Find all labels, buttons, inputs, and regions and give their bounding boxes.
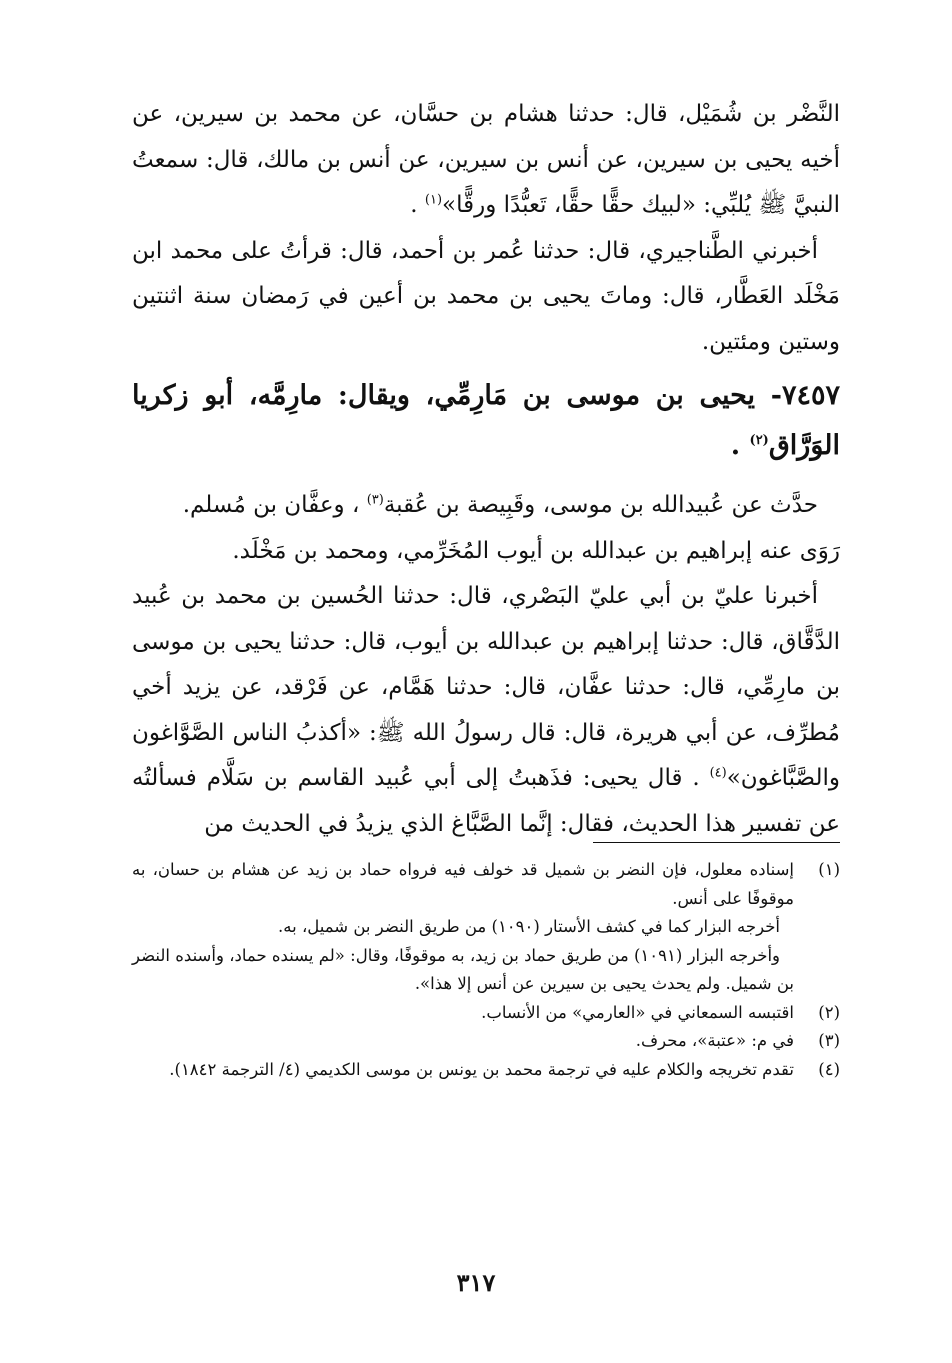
para3-before: حدَّث عن عُبيدالله بن موسى، وقَبِيصة بن عُقبة: [383, 492, 818, 518]
para4-text: رَوَى عنه إبراهيم بن عبدالله بن أيوب المُخَرِّمي، ومحمد بن مَخْلَد.: [232, 537, 840, 564]
footnote-body: [132, 999, 794, 1028]
entry-title: يحيى بن موسى بن مَارِمِّي، ويقال: مارِمَّه، أبو زكريا الوَرَّاق: [132, 380, 840, 461]
footnote-2: [132, 999, 840, 1028]
para1-line-1: النَّضْر بن شُمَيْل، قال: حدثنا هشام بن حسَّان، عن محمد بن سيرين، عن: [132, 101, 840, 127]
footnote-line: في م: «عتبة»، محرف.: [635, 1031, 794, 1050]
para3-after: ، وعفَّان بن مُسلم.: [182, 492, 367, 518]
footnote-4: [132, 1056, 840, 1085]
para5-before: أخبرنا عليّ بن أبي عليّ البَصْري، قال: حدثنا الحُسين بن محمد بن عُبيد الدَّقَّاق، قال: حدثنا إبراهيم بن عبدالله بن أيوب، قال: حدثنا يحيى بن موسى بن مارِمِّي، قال: حدثنا عفَّان، قال: حدثنا هَمَّام، عن فَرْقد، عن يزيد أخي مُطرِّف، عن أبي هريرة، قال: قال رسولُ الله ﷺ: «أكذبُ الناس الصَّوَّاغون والصَّبَّاغون»: [132, 583, 840, 791]
footnote-line: إسناده معلول، فإن النضر بن شميل قد خولف فيه فرواه حماد بن زيد عن هشام بن حسان، به موقوفًا على أنس.: [132, 860, 794, 908]
paragraph-akhbarana: [132, 574, 840, 847]
footnote-number: (٤): [818, 1059, 840, 1079]
footnotes: [132, 856, 840, 1084]
footnote-line: اقتبسه السمعاني في «العارمي» من الأنساب.: [481, 1002, 794, 1022]
footnote-3: [132, 1027, 840, 1056]
para1-line-3: النبيَّ ﷺ يُلبِّي: «لبيك حقًّا حقًّا، تَعبُّدًا ورقًّا»: [442, 192, 840, 218]
footnote-body: [132, 1056, 794, 1085]
paragraph-rawa: [132, 529, 840, 575]
footnote-body: [132, 1027, 794, 1056]
footnote-body: [132, 856, 794, 999]
footnote-number: (٣): [818, 1031, 840, 1050]
footnote-ref-2: (٢): [749, 433, 769, 448]
footnote-line: وأخرجه البزار (١٠٩١) من طريق حماد بن زيد، به موقوفًا، وقال: «لم يسنده حماد، وأسنده النضر بن شميل. ولم يحدث يحيى بن سيرين عن أنس إلا هذا».: [132, 945, 794, 993]
entry-tail: .: [730, 430, 750, 461]
paragraph-tanajiri: [132, 229, 840, 366]
main-text: [132, 92, 840, 847]
footnote-ref-4: (٤): [709, 765, 727, 781]
footnote-divider: [593, 842, 840, 843]
footnote-line: أخرجه البزار كما في كشف الأستار (١٠٩٠) من طريق النضر بن شميل، به.: [278, 917, 780, 936]
entry-heading-7457: [132, 371, 840, 471]
para5-after: . قال يحيى: فذَهبتُ إلى أبي عُبيد القاسم بن سَلَّام فسألتُه عن تفسير هذا الحديث، فقال: إنَّما الصَّبَّاغ الذي يزيدُ في الحديث من: [132, 765, 840, 837]
footnote-1: [132, 856, 840, 999]
footnote-number: (٢): [818, 1002, 840, 1022]
footnote-number: (١): [818, 860, 840, 879]
para1-tail: .: [410, 192, 425, 218]
footnote-ref-3: (٣): [366, 492, 384, 508]
para2-text: أخبرني الطَّناجيري، قال: حدثنا عُمر بن أحمد، قال: قرأتُ على محمد ابن مَخْلَد العَطَّار، قال: وماتَ يحيى بن محمد بن أعين في رَمضان سنة اثنتين وستين ومئتين.: [132, 237, 840, 355]
footnote-ref-1: (١): [424, 192, 443, 208]
para1-line-2: أخيه يحيى بن سيرين، عن أنس بن سيرين، عن أنس بن مالك، قال: سمعتُ: [132, 146, 840, 173]
footnote-line: تقدم تخريجه والكلام عليه في ترجمة محمد بن يونس بن موسى الكديمي (٤/ الترجمة ١٨٤٢).: [169, 1059, 794, 1079]
entry-number: ٧٤٥٧-: [770, 380, 840, 411]
page-number: ٣١٧: [456, 1268, 496, 1297]
paragraph-hadith-nadr: [132, 92, 840, 229]
paragraph-haddath: [132, 483, 840, 529]
